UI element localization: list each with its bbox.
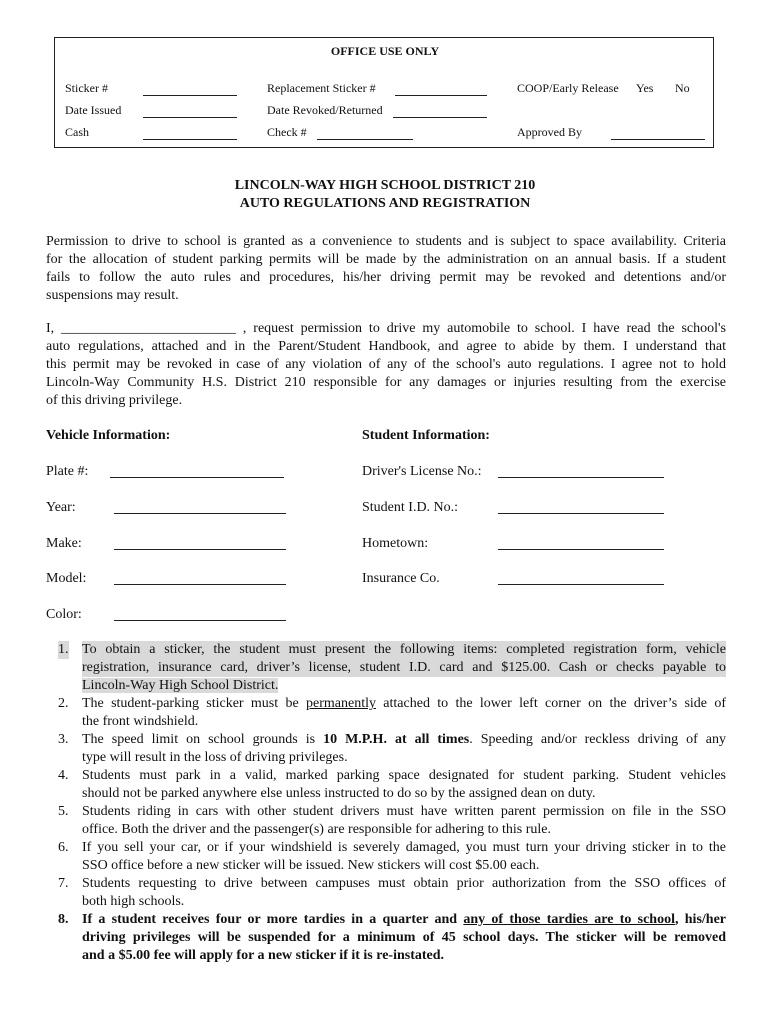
- coop-no-option[interactable]: No: [675, 81, 690, 95]
- sticker-field[interactable]: [143, 95, 237, 96]
- rule-text: should not be parked anywhere else unless instructed to do so by the assigned dean on duty.: [82, 786, 596, 801]
- insurance-label: Insurance Co.: [362, 571, 440, 586]
- approved-by-field[interactable]: [611, 139, 705, 140]
- date-issued-label: Date Issued: [65, 103, 122, 117]
- agreement-line: this permit may be revoked in case of any violation of any of the school's auto regulations. I agree not to hold: [46, 357, 726, 372]
- rule-item: [46, 767, 726, 803]
- intro-line: Permission to drive to school is granted as a convenience to students and is subject to space availability. Criteria: [46, 234, 726, 249]
- hometown-label: Hometown:: [362, 536, 429, 551]
- rule-number: 1.: [58, 642, 69, 657]
- office-use-box: [54, 37, 714, 148]
- rule-bold-text: 10 M.P.H. at all times: [323, 732, 470, 747]
- insurance-field[interactable]: [498, 584, 664, 585]
- rule-number: 2.: [58, 696, 69, 711]
- rule-number: 4.: [58, 768, 69, 783]
- rule-text: office. Both the driver and the passenger(s) are responsible for adhering to this rule.: [82, 822, 551, 837]
- rule-number: 6.: [58, 840, 69, 855]
- rule-number: 5.: [58, 804, 69, 819]
- replacement-sticker-field[interactable]: [395, 95, 487, 96]
- drivers-license-label: Driver's License No.:: [362, 464, 482, 479]
- check-field[interactable]: [317, 139, 413, 140]
- approved-by-label: Approved By: [517, 125, 582, 139]
- agreement-line: Lincoln-Way Community H.S. District 210 responsible for any damages or injuries resulting from the exercise: [46, 375, 726, 390]
- cash-field[interactable]: [143, 139, 237, 140]
- plate-label: Plate #:: [46, 464, 89, 479]
- rule-number: 7.: [58, 876, 69, 891]
- rule-text: [82, 695, 726, 713]
- rule-item: [46, 731, 726, 767]
- year-field[interactable]: [114, 513, 286, 514]
- auto-rules-list: [46, 641, 726, 965]
- rule-item: [46, 803, 726, 839]
- student-info-title: Student Information:: [362, 428, 490, 443]
- rule-text-part: The speed limit on school grounds is: [82, 732, 324, 747]
- rule-text-part: . Speeding and/or reckless driving of any: [469, 732, 727, 747]
- rule-text: [82, 911, 726, 929]
- agreement-line: auto regulations, attached and in the Parent/Student Handbook, and agree to abide by them. I understand that: [46, 339, 726, 354]
- rule-item: [46, 875, 726, 911]
- sticker-label: Sticker #: [65, 81, 108, 95]
- rule-text: driving privileges will be suspended for a minimum of 45 school days. The sticker will be removed: [82, 930, 726, 945]
- make-label: Make:: [46, 536, 82, 551]
- office-use-title: OFFICE USE ONLY: [330, 44, 440, 58]
- model-label: Model:: [46, 571, 87, 586]
- rule-underlined-text: any of those tardies are to school: [463, 912, 675, 927]
- replacement-sticker-label: Replacement Sticker #: [267, 81, 376, 95]
- rule-text: the front windshield.: [82, 714, 199, 729]
- rule-item: [46, 839, 726, 875]
- intro-line: for the allocation of student parking permits will be made by the administration on an annual basis. If a student: [46, 252, 726, 267]
- plate-field[interactable]: [110, 477, 284, 478]
- rule-text: type will result in the loss of driving privileges.: [82, 750, 348, 765]
- color-label: Color:: [46, 607, 82, 622]
- rule-highlighted-text: Lincoln-Way High School District.: [82, 678, 279, 693]
- rule-text: Students riding in cars with other student drivers must have written parent permission on file in the SSO: [82, 804, 726, 819]
- rule-text: Students requesting to drive between campuses must obtain prior authorization from the SSO offices of: [82, 876, 726, 891]
- date-revoked-label: Date Revoked/Returned: [267, 103, 383, 117]
- rule-text-part: The student-parking sticker must be: [82, 696, 306, 711]
- intro-line: fails to follow the auto rules and procedures, his/her driving permit may be revoked and detentions and/or: [46, 270, 726, 285]
- color-field[interactable]: [114, 620, 286, 621]
- model-field[interactable]: [114, 584, 286, 585]
- year-label: Year:: [46, 500, 76, 515]
- coop-label: COOP/Early Release: [517, 81, 619, 95]
- document-subtitle: AUTO REGULATIONS AND REGISTRATION: [239, 196, 531, 211]
- rule-text-part: , his/her: [674, 912, 726, 927]
- rule-text: and a $5.00 fee will apply for a new sticker if it is re-instated.: [82, 948, 445, 963]
- rule-text: registration, insurance card, driver’s license, student I.D. card and $125.00. Cash or checks payable to: [82, 660, 726, 675]
- rule-item: [46, 641, 726, 695]
- intro-paragraph: [46, 233, 726, 305]
- agreement-paragraph: [46, 320, 726, 410]
- student-id-label: Student I.D. No.:: [362, 500, 459, 515]
- drivers-license-field[interactable]: [498, 477, 664, 478]
- rule-underlined-text: permanently: [306, 696, 376, 711]
- rule-item: [46, 695, 726, 731]
- rule-text: [82, 731, 726, 749]
- agreement-line: of this driving privilege.: [46, 393, 183, 408]
- rule-item: [46, 911, 726, 965]
- cash-label: Cash: [65, 125, 89, 139]
- rule-text: If you sell your car, or if your windshield is severely damaged, you must turn your driving sticker in to the: [82, 840, 726, 855]
- rule-text: [82, 677, 726, 695]
- student-id-field[interactable]: [498, 513, 664, 514]
- coop-yes-option[interactable]: Yes: [636, 81, 654, 95]
- rule-text-part: If a student receives four or more tardies in a quarter and: [82, 912, 464, 927]
- agreement-line: I, _________________________ , request permission to drive my automobile to school. I have read the school's: [46, 321, 726, 336]
- date-revoked-field[interactable]: [393, 117, 487, 118]
- rule-text: Students must park in a valid, marked parking space designated for student parking. Student vehicles: [82, 768, 726, 783]
- make-field[interactable]: [114, 549, 286, 550]
- hometown-field[interactable]: [498, 549, 664, 550]
- document-title: LINCOLN-WAY HIGH SCHOOL DISTRICT 210: [234, 178, 536, 193]
- rule-number: 8.: [58, 912, 69, 927]
- rule-number: 3.: [58, 732, 69, 747]
- rule-text: both high schools.: [82, 894, 185, 909]
- rule-text-part: attached to the lower left corner on the driver’s side of: [375, 696, 726, 711]
- intro-line: suspensions may result.: [46, 288, 179, 303]
- rule-text: To obtain a sticker, the student must present the following items: completed registration form, vehicle: [82, 642, 726, 657]
- date-issued-field[interactable]: [143, 117, 237, 118]
- check-label: Check #: [267, 125, 307, 139]
- rule-text: SSO office before a new sticker will be issued. New stickers will cost $5.00 each.: [82, 858, 540, 873]
- vehicle-info-title: Vehicle Information:: [46, 428, 171, 443]
